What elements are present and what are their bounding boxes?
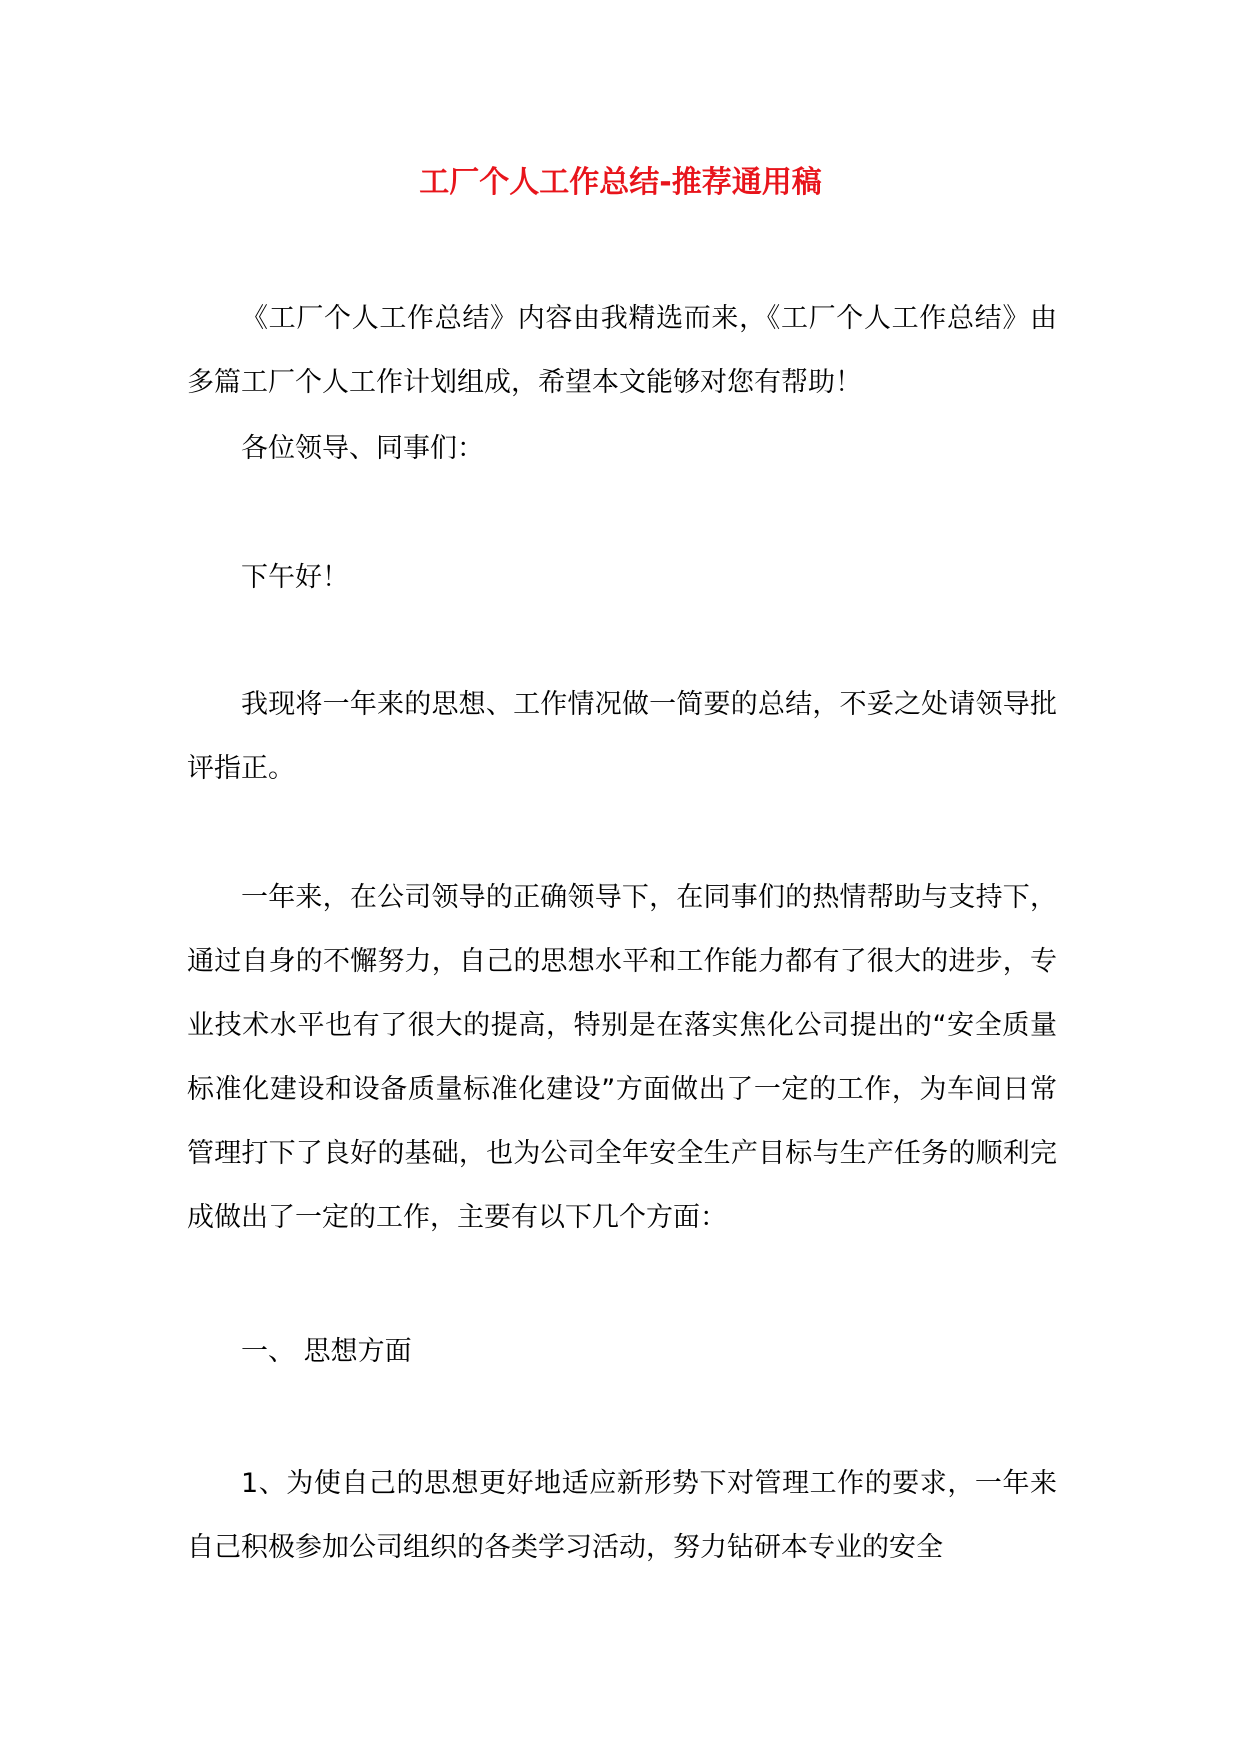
summary-intro-paragraph: 我现将一年来的思想、工作情况做一简要的总结，不妥之处请领导批评指正。: [187, 689, 1057, 784]
section-paragraph: 1、为使自己的思想更好地适应新形势下对管理工作的要求，一年来自己积极参加公司组织的各类学习活动，努力钻研本专业的安全: [187, 1468, 1057, 1563]
greeting-paragraph: 各位领导、同事们：: [241, 433, 484, 464]
document-title: 工厂个人工作总结-推荐通用稿: [419, 165, 822, 200]
intro-paragraph: 《工厂个人工作总结》内容由我精选而来，《工厂个人工作总结》由多篇工厂个人工作计划组成，希望本文能够对您有帮助！: [187, 303, 1057, 398]
section-heading: 一、 思想方面: [241, 1336, 412, 1367]
salutation-paragraph: 下午好！: [241, 562, 349, 593]
overview-paragraph: 一年来，在公司领导的正确领导下，在同事们的热情帮助与支持下，通过自身的不懈努力，自己的思想水平和工作能力都有了很大的进步，专业技术水平也有了很大的提高，特别是在落实焦化公司提出的“安全质量标准化建设和设备质量标准化建设”方面做出了一定的工作，为车间日常管理打下了良好的基础，也为公司全年安全生产目标与生产任务的顺利完成做出了一定的工作，主要有以下几个方面：: [187, 882, 1057, 1233]
